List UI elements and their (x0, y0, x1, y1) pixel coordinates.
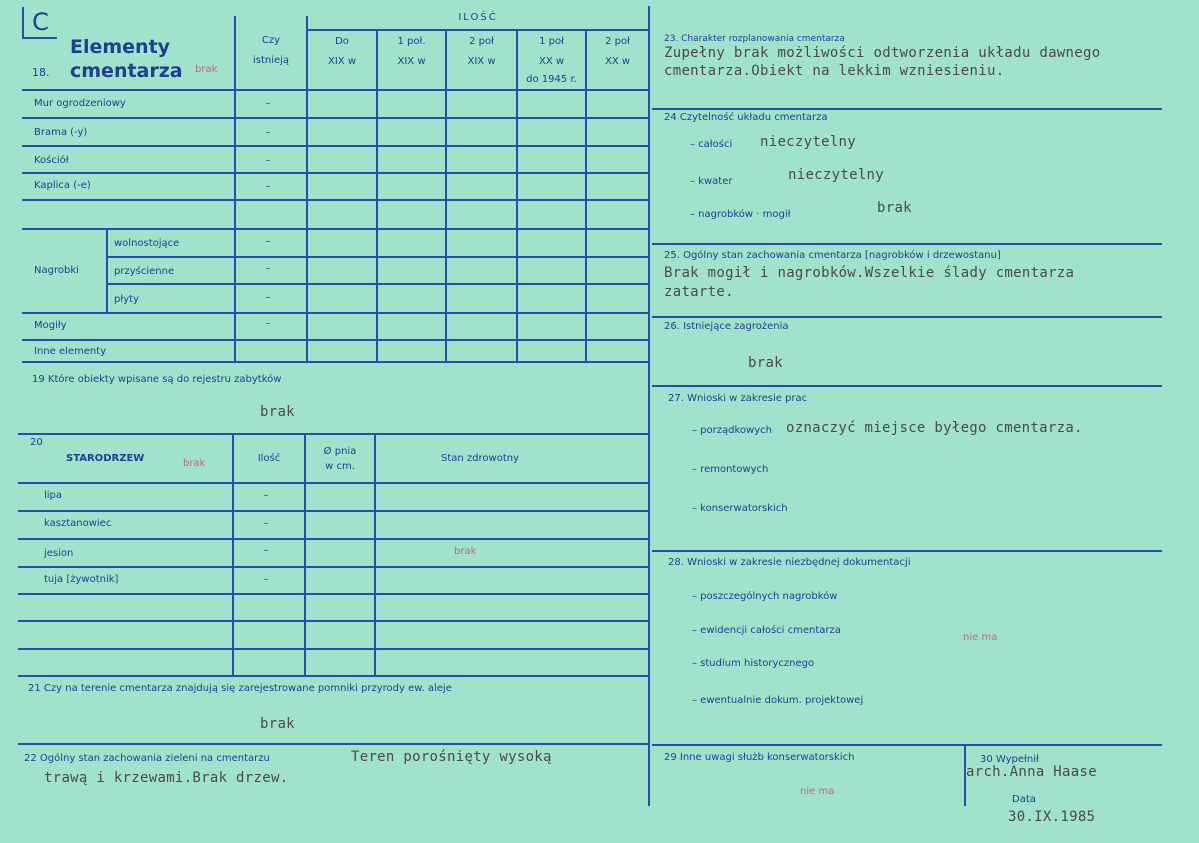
row-mogily: Mogiły (34, 320, 67, 331)
s27-porzadkowych-value: oznaczyć miejsce byłego cmentarza. (786, 420, 1083, 436)
tree-jesion: jesion (44, 548, 74, 559)
section-18-stamp: brak (195, 64, 218, 75)
grid-line (106, 228, 108, 312)
nagrobki-label: Nagrobki (34, 265, 79, 276)
grid-line (652, 243, 1162, 245)
section-30-value: arch.Anna Haase (966, 764, 1097, 780)
ilosc-jesion-dash: – (263, 545, 269, 556)
grid-line (18, 538, 648, 540)
grid-line (18, 566, 648, 568)
czy-brama-dash: – (265, 127, 271, 138)
row-mur: Mur ogrodzeniowy (34, 98, 126, 109)
grid-line (22, 199, 648, 201)
row-inne: Inne elementy (34, 346, 107, 357)
section-18-title-line1: Elementy (70, 36, 171, 58)
period-3-line1: 2 poł (469, 36, 494, 47)
grid-line (22, 89, 648, 91)
nagrobki-plyty: płyty (114, 294, 139, 305)
section-25-label: 25. Ogólny stan zachowania cmentarza [nagrobków i drzewostanu] (664, 250, 1001, 261)
s27-porzadkowych-label: – porządkowych (692, 425, 772, 436)
grid-line (652, 108, 1162, 110)
grid-line (106, 256, 648, 258)
czy-przyscienne-dash: – (265, 263, 271, 274)
section-22-value-line2: trawą i krzewami.Brak drzew. (44, 770, 289, 786)
section-23-value-line1: Zupełny brak możliwości odtworzenia układu dawnego (664, 45, 1101, 61)
period-2-line2: XIX w (397, 56, 426, 67)
nagrobki-przyscienne: przyścienne (114, 266, 175, 277)
ilosc-lipa-dash: – (263, 490, 269, 501)
section-23-label: 23. Charakter rozplanowania cmentarza (664, 34, 845, 44)
grid-line (18, 593, 648, 595)
grid-line (652, 550, 1162, 552)
period-3-line2: XIX w (467, 56, 496, 67)
grid-line (18, 675, 648, 677)
grid-line (652, 744, 1162, 746)
grid-line (374, 433, 376, 675)
czy-kaplica-dash: – (265, 181, 271, 192)
grid-line (22, 145, 648, 147)
grid-line (306, 29, 648, 31)
col-pnia-line2: w cm. (325, 461, 355, 472)
section-19-label: 19 Które obiekty wpisane są do rejestru zabytków (32, 374, 282, 385)
s28-item-2: – ewidencji całości cmentarza (692, 625, 841, 636)
section-19-value: brak (260, 404, 295, 420)
grid-line (652, 316, 1162, 318)
section-26-label: 26. Istniejące zagrożenia (664, 321, 789, 332)
ilosc-tuja-dash: – (263, 574, 269, 585)
section-29-label: 29 Inne uwagi służb konserwatorskich (664, 752, 855, 763)
column-divider (648, 6, 650, 806)
row-kaplica: Kaplica (-e) (34, 180, 91, 191)
tree-lipa: lipa (44, 490, 63, 501)
period-1-line2: XIX w (327, 56, 356, 67)
period-4-line1: 1 poł (539, 36, 564, 47)
period-2-line1: 1 poł. (397, 36, 426, 47)
s24-calosci-value: nieczytelny (760, 134, 857, 150)
col-czy-line1: Czy (261, 35, 281, 46)
section-28-stamp: nie ma (963, 632, 998, 643)
czy-plyty-dash: – (265, 292, 271, 303)
section-20-title: STARODRZEW (66, 453, 145, 464)
s24-kwater-value: nieczytelny (788, 167, 885, 183)
grid-line (18, 648, 648, 650)
grid-line (18, 433, 648, 435)
section-28-label: 28. Wnioski w zakresie niezbędnej dokumentacji (668, 557, 911, 568)
nagrobki-wolnostojace: wolnostojące (114, 238, 180, 249)
section-20-number: 20 (30, 437, 43, 448)
section-24-label: 24 Czytelność układu cmentarza (664, 112, 828, 123)
s27-remontowych-label: – remontowych (692, 464, 769, 475)
s28-item-4: – ewentualnie dokum. projektowej (692, 695, 864, 706)
section-21-value: brak (260, 716, 295, 732)
col-ilosc: Ilość (257, 453, 281, 464)
grid-line (106, 283, 648, 285)
czy-kosciol-dash: – (265, 155, 271, 166)
grid-line (22, 339, 648, 341)
grid-line (306, 16, 308, 361)
section-29-stamp: nie ma (800, 786, 835, 797)
section-20-stamp: brak (183, 458, 206, 469)
section-27-label: 27. Wnioski w zakresie prac (668, 393, 808, 404)
grid-line (652, 385, 1162, 387)
section-23-value-line2: cmentarza.Obiekt na lekkim wzniesieniu. (664, 63, 1005, 79)
section-22-value-line1: Teren porośnięty wysoką (351, 749, 552, 765)
s28-item-1: – poszczególnych nagrobków (692, 591, 838, 602)
section-18-title-line2: cmentarza (70, 60, 183, 82)
grid-line (22, 172, 648, 174)
date-value: 30.IX.1985 (1008, 809, 1096, 825)
czy-mur-dash: – (265, 98, 271, 109)
section-26-value: brak (748, 355, 783, 371)
ilosc-kasztanowiec-dash: – (263, 518, 269, 529)
s28-item-3: – studium historycznego (692, 658, 815, 669)
col-ilosc-header: ILOŚĆ (458, 12, 498, 23)
period-4-line2: XX w (538, 56, 565, 67)
period-4-line3: do 1945 r. (526, 74, 577, 85)
date-label: Data (1012, 794, 1036, 805)
grid-line (18, 482, 648, 484)
form-letter-logo: C (22, 7, 57, 39)
grid-line (22, 312, 648, 314)
grid-line (22, 361, 648, 363)
period-1-line1: Do (335, 36, 349, 47)
grid-line (22, 228, 648, 230)
grid-line (18, 620, 648, 622)
s27-konserwatorskich-label: – konserwatorskich (692, 503, 788, 514)
section-22-label: 22 Ogólny stan zachowania zieleni na cmentarzu (24, 753, 270, 764)
col-pnia-line1: Ø pnia (323, 446, 357, 457)
row-brama: Brama (-y) (34, 127, 88, 138)
section-30-label: 30 Wypełnił (980, 754, 1039, 765)
grid-line (22, 117, 648, 119)
s24-nagrobkow-value: brak (877, 200, 912, 216)
czy-mogily-dash: – (265, 318, 271, 329)
grid-line (18, 510, 648, 512)
tree-kasztanowiec: kasztanowiec (44, 518, 112, 529)
col-czy-line2: istnieją (252, 55, 290, 66)
s24-nagrobkow-label: – nagrobków · mogił (690, 209, 791, 220)
grid-line (18, 743, 648, 745)
s24-calosci-label: – całości (690, 139, 733, 150)
section-18-number: 18. (32, 66, 50, 79)
section-21-label: 21 Czy na terenie cmentarza znajdują się zarejestrowane pomniki przyrody ew. aleje (28, 683, 452, 694)
czy-wolnostojace-dash: – (265, 236, 271, 247)
row-kosciol: Kościół (34, 155, 69, 166)
stan-stamp: brak (454, 546, 477, 557)
period-5-line1: 2 poł (605, 36, 630, 47)
section-25-value-line2: zatarte. (664, 284, 734, 300)
s24-kwater-label: – kwater (690, 176, 733, 187)
section-25-value-line1: Brak mogił i nagrobków.Wszelkie ślady cmentarza (664, 265, 1075, 281)
col-stan: Stan zdrowotny (441, 453, 519, 464)
tree-tuja: tuja [żywotnik] (44, 574, 119, 585)
period-5-line2: XX w (604, 56, 631, 67)
